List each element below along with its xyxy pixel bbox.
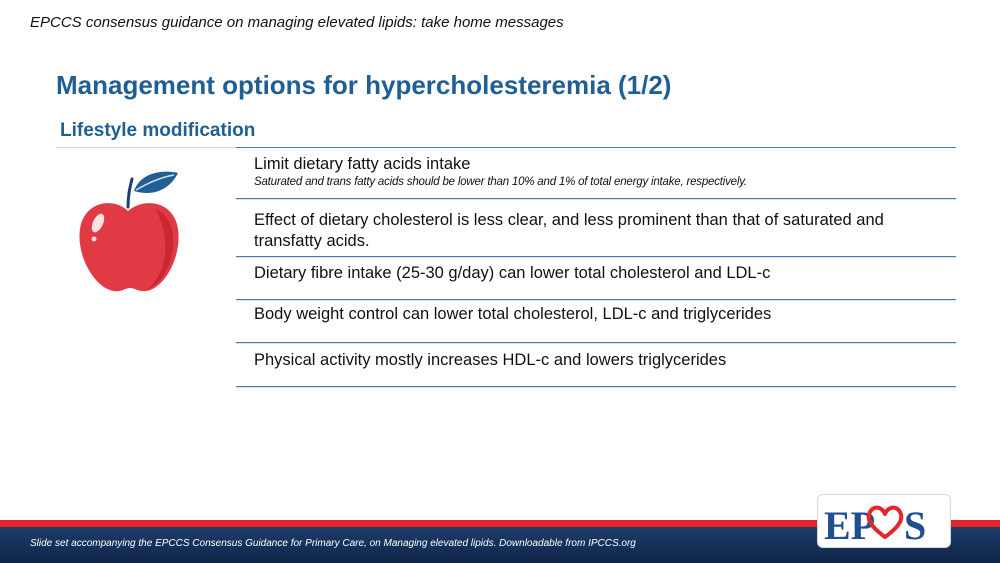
- list-item-subtext: Saturated and trans fatty acids should be lower than 10% and 1% of total energy intake, respectively.: [254, 176, 747, 188]
- svg-text:EP: EP: [824, 503, 876, 548]
- slide-title: Management options for hypercholesteremia (1/2): [56, 70, 672, 100]
- apple-stem: [128, 179, 132, 207]
- epccs-logo-mark: [818, 495, 952, 549]
- list-item: [236, 199, 956, 257]
- apple-icon: [70, 165, 190, 295]
- list-item-text: Effect of dietary cholesterol is less clear, and less prominent than that of saturated and transfatty acids.: [254, 211, 884, 250]
- list-item-text: Dietary fibre intake (25-30 g/day) can lower total cholesterol and LDL-c: [254, 264, 771, 282]
- list-item-text: Physical activity mostly increases HDL-c and lowers triglycerides: [254, 351, 727, 369]
- footer-text: Slide set accompanying the EPCCS Consensus Guidance for Primary Care, on Managing elevated lipids. Downloadable from IPCCS.org: [30, 538, 636, 549]
- apple-highlight-dot: [92, 237, 97, 242]
- svg-text:S: S: [904, 503, 927, 548]
- list-item: [236, 148, 956, 199]
- list-item: [236, 300, 956, 343]
- list-item-text: Limit dietary fatty acids intake: [254, 155, 471, 173]
- list-item: [236, 343, 956, 387]
- lifestyle-list: [236, 147, 956, 387]
- list-item-text: Body weight control can lower total cholesterol, LDL-c and triglycerides: [254, 305, 772, 323]
- list-item: [236, 257, 956, 300]
- section-divider: [56, 147, 236, 148]
- header-caption: EPCCS consensus guidance on managing elevated lipids: take home messages: [30, 14, 564, 31]
- epccs-logo: [817, 494, 951, 548]
- section-heading: Lifestyle modification: [60, 120, 256, 141]
